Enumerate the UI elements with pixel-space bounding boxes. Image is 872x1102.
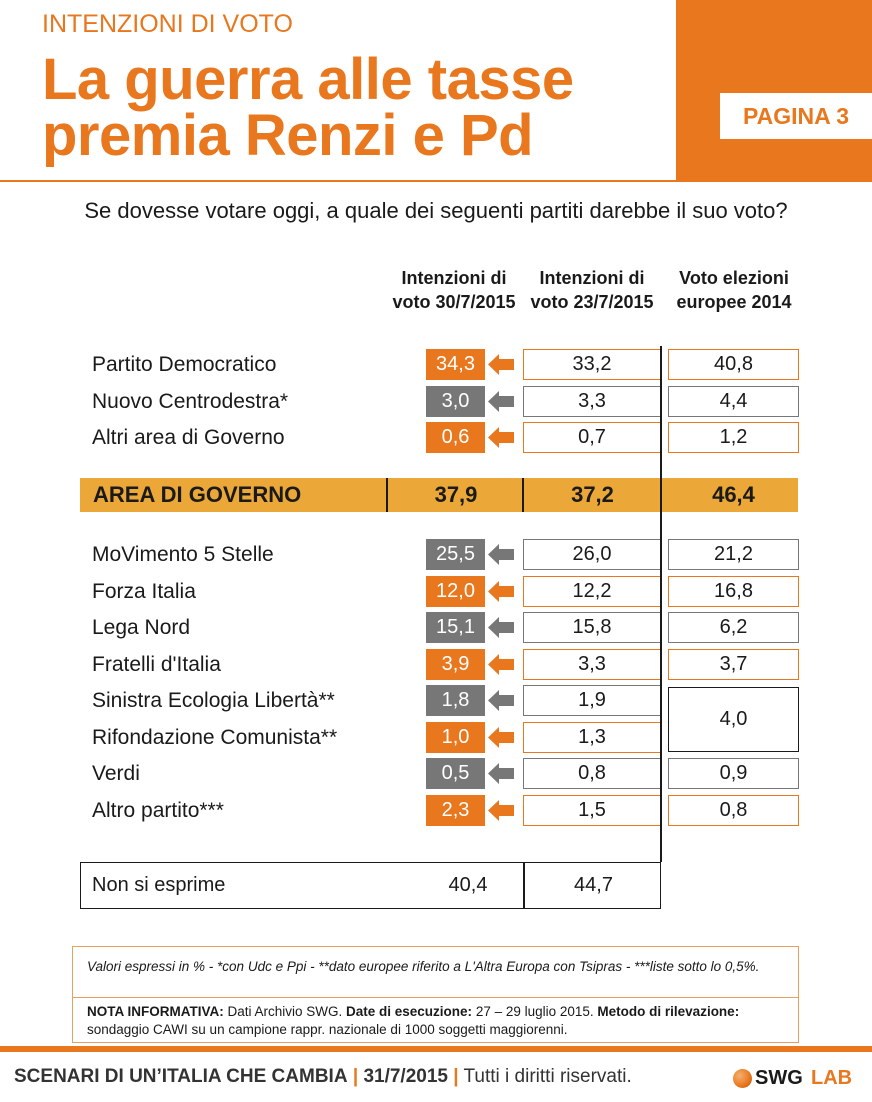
party-name: Altri area di Governo xyxy=(92,426,285,449)
party-name: Partito Democratico xyxy=(92,353,277,376)
non-si-esprime-current: 40,4 xyxy=(448,874,488,896)
party-name: Rifondazione Comunista** xyxy=(92,725,338,749)
table-row xyxy=(0,385,872,418)
column-header-europee: Voto elezioni europee 2014 xyxy=(676,268,792,312)
previous-value: 3,3 xyxy=(523,649,661,680)
table-row xyxy=(0,575,872,608)
previous-value: 1,5 xyxy=(523,795,661,826)
previous-value: 0,7 xyxy=(523,422,661,453)
page-label: PAGINA 3 xyxy=(720,93,872,139)
current-value: 34,3 xyxy=(426,349,485,380)
area-governo-label: AREA DI GOVERNO xyxy=(93,482,302,507)
previous-value: 3,3 xyxy=(523,386,661,417)
area-governo-previous: 37,2 xyxy=(571,482,614,507)
nota-label: NOTA INFORMATIVA: xyxy=(87,1004,224,1019)
left-arrow-icon xyxy=(488,427,514,448)
area-governo-current: 37,9 xyxy=(434,482,478,507)
globe-icon xyxy=(733,1069,752,1088)
section-kicker: INTENZIONI DI VOTO xyxy=(42,10,293,38)
current-value: 3,0 xyxy=(426,386,485,417)
party-name: Forza Italia xyxy=(92,579,196,603)
table-row xyxy=(0,421,872,454)
column-header-current: Intenzioni di voto 30/7/2015 xyxy=(392,268,516,312)
left-arrow-icon xyxy=(488,354,514,375)
party-name: Altro partito*** xyxy=(92,798,224,822)
previous-value: 0,8 xyxy=(523,758,661,789)
notes-divider xyxy=(73,997,798,998)
date-label: Date di esecuzione: xyxy=(346,1004,473,1019)
column-divider-line xyxy=(660,346,662,862)
europee-value: 0,9 xyxy=(668,758,799,789)
footer-series: SCENARI DI UN’ITALIA CHE CAMBIA xyxy=(14,1066,348,1087)
current-value: 0,6 xyxy=(426,422,485,453)
nota-text: Dati Archivio SWG. xyxy=(223,1004,347,1019)
europee-value: 6,2 xyxy=(668,612,799,643)
party-name: Verdi xyxy=(92,762,140,785)
logo-swg: SWG xyxy=(755,1067,803,1089)
footer-separator: | xyxy=(453,1066,459,1087)
current-value: 0,5 xyxy=(426,758,485,789)
date-text: 27 – 29 luglio 2015. xyxy=(472,1004,598,1019)
europee-value: 0,8 xyxy=(668,795,799,826)
europee-value: 1,2 xyxy=(668,422,799,453)
area-governo-europee: 46,4 xyxy=(712,482,755,507)
non-si-esprime-row xyxy=(80,862,661,909)
values-note: Valori espressi in % - *con Udc e Ppi - **dato europee riferito a L'Altra Europa con Tsipras - ***liste sotto lo 0,5%. xyxy=(87,959,760,974)
left-arrow-icon xyxy=(488,727,514,748)
footer-rule xyxy=(0,1046,872,1052)
left-arrow-icon xyxy=(488,544,514,565)
europee-value: 40,8 xyxy=(668,349,799,380)
europee-value: 3,7 xyxy=(668,649,799,680)
party-name: Fratelli d'Italia xyxy=(92,652,221,676)
footer-separator: | xyxy=(352,1066,359,1087)
previous-value: 15,8 xyxy=(523,612,661,643)
column-header-previous: Intenzioni di voto 23/7/2015 xyxy=(530,268,654,312)
europee-value: 4,4 xyxy=(668,386,799,417)
party-name: Lega Nord xyxy=(92,616,191,639)
table-row xyxy=(0,348,872,381)
current-value: 1,0 xyxy=(426,722,485,753)
previous-value: 26,0 xyxy=(523,539,661,570)
table-row xyxy=(0,538,872,571)
current-value: 3,9 xyxy=(426,649,485,680)
current-value: 1,8 xyxy=(426,685,485,716)
footer-date: 31/7/2015 xyxy=(363,1066,448,1087)
footer xyxy=(14,1066,632,1088)
current-value: 2,3 xyxy=(426,795,485,826)
notes-box xyxy=(72,946,799,1043)
merged-europee-cell: 4,0 xyxy=(668,687,799,752)
page-title: La guerra alle tasse premia Renzi e Pd xyxy=(42,47,574,168)
party-name: Nuovo Centrodestra* xyxy=(92,389,289,413)
logo-lab: LAB xyxy=(811,1067,853,1089)
footer-rights: Tutti i diritti riservati. xyxy=(463,1066,632,1087)
survey-question: Se dovesse votare oggi, a quale dei seguenti partiti darebbe il suo voto? xyxy=(84,198,788,223)
left-arrow-icon xyxy=(488,690,514,711)
left-arrow-icon xyxy=(488,763,514,784)
current-value: 12,0 xyxy=(426,576,485,607)
left-arrow-icon xyxy=(488,654,514,675)
current-value: 25,5 xyxy=(426,539,485,570)
metodo-text: sondaggio CAWI su un campione rappr. nazionale di 1000 soggetti maggiorenni. xyxy=(87,1022,568,1037)
previous-value: 1,9 xyxy=(523,685,661,716)
current-value: 15,1 xyxy=(426,612,485,643)
non-si-esprime-label: Non si esprime xyxy=(92,874,226,896)
europee-value: 16,8 xyxy=(668,576,799,607)
party-name: MoVimento 5 Stelle xyxy=(92,543,274,566)
table-row xyxy=(0,794,872,827)
party-name: Sinistra Ecologia Libertà** xyxy=(92,689,335,712)
previous-value: 33,2 xyxy=(523,349,661,380)
header-rule xyxy=(0,180,676,182)
left-arrow-icon xyxy=(488,581,514,602)
header-orange-block xyxy=(676,0,872,182)
metodo-label: Metodo di rilevazione: xyxy=(597,1004,740,1019)
non-si-esprime-previous: 44,7 xyxy=(574,874,613,896)
table-row xyxy=(0,648,872,681)
table-row xyxy=(0,611,872,644)
area-governo-row xyxy=(80,478,798,512)
previous-value: 1,3 xyxy=(523,722,661,753)
column-divider xyxy=(386,478,388,512)
europee-value: 21,2 xyxy=(668,539,799,570)
table-row xyxy=(0,757,872,790)
nota-informativa xyxy=(87,1003,787,1039)
left-arrow-icon xyxy=(488,617,514,638)
previous-value: 12,2 xyxy=(523,576,661,607)
left-arrow-icon xyxy=(488,391,514,412)
left-arrow-icon xyxy=(488,800,514,821)
